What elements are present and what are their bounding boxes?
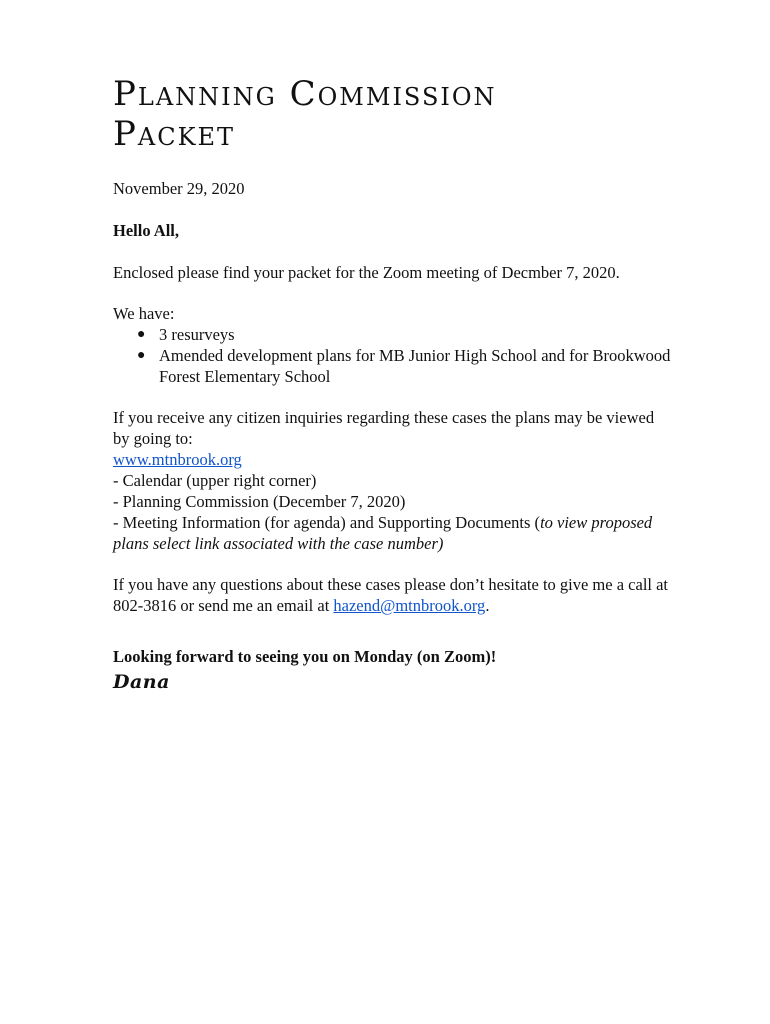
- title-line-2: Packet: [113, 114, 236, 154]
- step-meeting-information: [113, 512, 673, 554]
- letter-date: November 29, 2020: [113, 179, 245, 198]
- title-line-1: Planning Commission: [113, 74, 497, 114]
- questions-paragraph: [113, 574, 673, 616]
- signature: Dana: [113, 671, 170, 693]
- bullet-icon: ●: [137, 327, 146, 342]
- step-planning-commission: - Planning Commission (December 7, 2020): [113, 492, 406, 511]
- we-have-section: [113, 303, 673, 387]
- step-calendar: - Calendar (upper right corner): [113, 471, 317, 490]
- document-page: [113, 74, 673, 694]
- inquiries-intro: If you receive any citizen inquiries regarding these cases the plans may be viewed by going to:: [113, 408, 655, 448]
- page-title: [113, 74, 673, 154]
- questions-end: .: [485, 596, 490, 615]
- step-meeting-information-note: to view proposed plans select link associated with the case number): [113, 513, 653, 553]
- list-item-text: 3 resurveys: [159, 325, 235, 344]
- greeting: Hello All,: [113, 221, 179, 240]
- list-item: [137, 324, 673, 345]
- bullet-icon: ●: [137, 348, 146, 363]
- inquiries-section: [113, 407, 673, 554]
- list-item-text: Amended development plans for MB Junior High School and for Brookwood Forest Elementary School: [159, 346, 671, 386]
- step-meeting-information-text: - Meeting Information (for agenda) and Supporting Documents (: [113, 513, 541, 532]
- we-have-list: [113, 324, 673, 387]
- enclosed-paragraph: Enclosed please find your packet for the Zoom meeting of Decmber 7, 2020.: [113, 263, 620, 282]
- list-item: [137, 345, 673, 387]
- questions-text: If you have any questions about these cases please don’t hesitate to give me a call at 802-3816 or send me an email at: [113, 575, 669, 615]
- closing-line: Looking forward to seeing you on Monday (on Zoom)!: [113, 647, 497, 666]
- we-have-label: We have:: [113, 304, 175, 323]
- website-link[interactable]: www.mtnbrook.org: [113, 450, 242, 469]
- email-link[interactable]: hazend@mtnbrook.org: [333, 596, 486, 615]
